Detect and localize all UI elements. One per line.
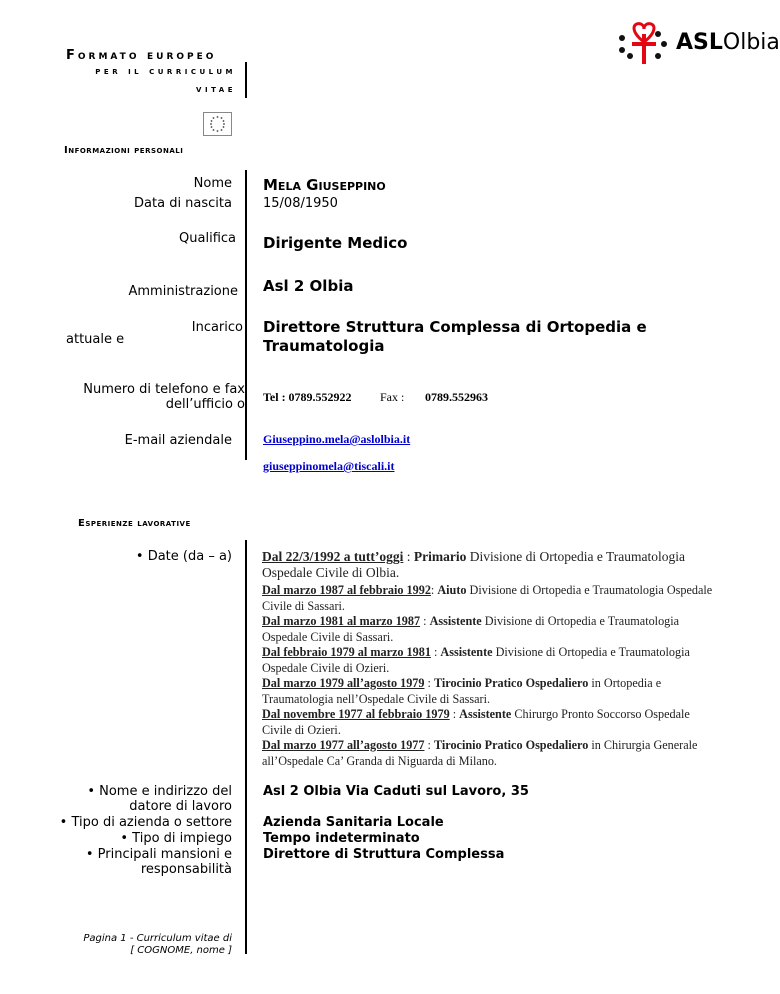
header-divider <box>245 62 247 98</box>
company-type-value: Azienda Sanitaria Locale <box>263 815 444 830</box>
incarico-value: Direttore Struttura Complessa di Ortopedia e Traumatologia <box>263 318 647 355</box>
employment-label: • Tipo di impiego <box>120 831 232 846</box>
experience-entry: Dal marzo 1979 all’agosto 1979 : Tirocinio Pratico Ospedaliero in Ortopedia e Traumatologia nell’Ospedale Civile di Sassari. <box>262 676 662 706</box>
dates-label: • Date (da – a) <box>135 549 232 564</box>
footer-name-placeholder: [ COGNOME, nome ] <box>130 945 232 956</box>
phone-label: Numero di telefono e fax <box>83 382 245 397</box>
employer-value: Asl 2 Olbia Via Caduti sul Lavoro, 35 <box>263 784 529 799</box>
qualifica-value: Dirigente Medico <box>263 234 408 252</box>
section-title-experience: Esperienze lavorative <box>78 518 191 529</box>
amministrazione-label: Amministrazione <box>128 284 238 299</box>
incarico-label-2: attuale e <box>66 332 125 347</box>
amministrazione-value: Asl 2 Olbia <box>263 277 354 295</box>
name-value: Mela Giuseppino <box>263 176 386 194</box>
section-title-personal: Informazioni personali <box>64 145 184 156</box>
qualifica-label: Qualifica <box>179 231 236 246</box>
experience-entry: Dal novembre 1977 al febbraio 1979 : Assistente Chirurgo Pronto Soccorso Ospedale Civile di Ozieri. <box>262 707 690 737</box>
duties-value: Direttore di Struttura Complessa <box>263 847 505 862</box>
dob-value: 15/08/1950 <box>263 196 338 211</box>
experience-entry: Dal febbraio 1979 al marzo 1981 : Assistente Divisione di Ortopedia e Traumatologia Ospedale Civile di Ozieri. <box>262 645 690 675</box>
cv-title-line2: per il curriculum <box>95 66 236 77</box>
tel-value: Tel : 0789.552922 <box>263 390 352 404</box>
email-link-primary[interactable]: Giuseppino.mela@aslolbia.it <box>263 432 411 446</box>
fax-label: Fax : <box>380 390 405 404</box>
dob-label: Data di nascita <box>134 196 232 211</box>
incarico-label: Incarico <box>191 320 243 335</box>
employment-value: Tempo indeterminato <box>263 831 420 846</box>
experience-entry: Dal 22/3/1992 a tutt’oggi : Primario Divisione di Ortopedia e Traumatologia Ospedale Civile di Olbia. <box>262 549 685 580</box>
logo-text: ASLOlbia <box>676 30 780 55</box>
cv-title-line1: Formato europeo <box>66 48 217 63</box>
company-type-label: • Tipo di azienda o settore <box>59 815 232 830</box>
experience-divider <box>245 540 247 954</box>
email-label: E-mail aziendale <box>124 433 232 448</box>
duties-label-2: responsabilità <box>140 862 232 877</box>
footer-page-label: Pagina 1 - Curriculum vitae di <box>83 933 232 944</box>
asl-olbia-logo <box>612 20 780 68</box>
name-label: Nome <box>193 176 232 191</box>
employer-label: • Nome e indirizzo del <box>87 784 232 799</box>
personal-divider <box>245 170 247 460</box>
email-link-secondary[interactable]: giuseppinomela@tiscali.it <box>263 459 395 473</box>
phone-label-2: dell’ufficio o <box>165 397 245 412</box>
experience-entry: Dal marzo 1977 all’agosto 1977 : Tirocinio Pratico Ospedaliero in Chirurgia Generale all’Ospedale Ca’ Granda di Niguarda di Milano. <box>262 738 698 768</box>
asl-heart-icon <box>612 20 668 68</box>
experience-entry: Dal marzo 1987 al febbraio 1992: Aiuto Divisione di Ortopedia e Traumatologia Ospedale Civile di Sassari. <box>262 583 713 613</box>
experience-entry: Dal marzo 1981 al marzo 1987 : Assistente Divisione di Ortopedia e Traumatologia Ospedale Civile di Sassari. <box>262 614 680 644</box>
experience-list <box>262 549 722 769</box>
eu-flag-icon <box>203 112 232 136</box>
fax-value: 0789.552963 <box>425 390 488 404</box>
cv-title-line3: vitae <box>196 84 236 95</box>
duties-label: • Principali mansioni e <box>85 847 232 862</box>
employer-label-2: datore di lavoro <box>129 799 232 814</box>
